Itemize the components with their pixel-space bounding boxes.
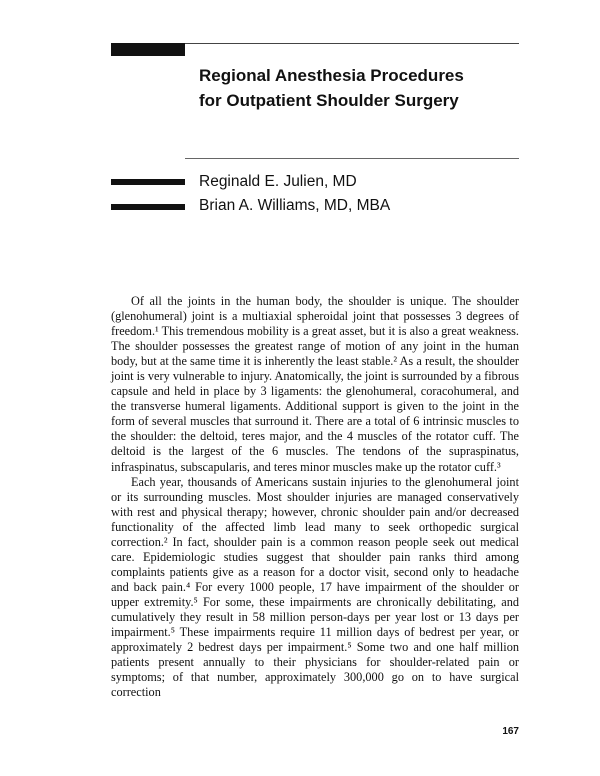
header-black-block	[111, 43, 185, 56]
author-2-name: Brian A. Williams, MD, MBA	[199, 197, 391, 214]
author-1-bar	[111, 179, 185, 185]
header-rule	[185, 43, 519, 44]
title-divider-rule	[185, 158, 519, 159]
paragraph-1: Of all the joints in the human body, the shoulder is unique. The shoulder (glenohumeral) joint is a multiaxial spheroidal joint that possesses 3 degrees of freedom.¹ This tremendous mobility is a great asset, but it is also a great weakness. The shoulder possesses the greatest range of motion of any joint in the human body, but at the same time it is inherently the least stable.² As a result, the shoulder joint is very vulnerable to injury. Anatomically, the joint is surrounded by a fibrous capsule and held in place by 3 ligaments: the glenohumeral, coracohumeral, and the transverse humeral ligaments. Additional support is given to the joint in the form of several muscles that surround it. There are a total of 6 intrinsic muscles to the shoulder: the deltoid, teres major, and the 4 muscles of the rotator cuff. The deltoid is the largest of the 6 muscles. The tendons of the supraspinatus, infraspinatus, subscapularis, and teres minor muscles make up the rotator cuff.³	[111, 294, 519, 474]
chapter-title	[199, 63, 529, 113]
chapter-title-line-1: Regional Anesthesia Procedures	[199, 66, 464, 85]
body-text	[111, 294, 519, 700]
page-number: 167	[502, 726, 519, 737]
author-1-name: Reginald E. Julien, MD	[199, 173, 357, 190]
author-2-bar	[111, 204, 185, 210]
paragraph-2: Each year, thousands of Americans sustain injuries to the glenohumeral joint or its surrounding muscles. Most shoulder injuries are managed conservatively with rest and physical therapy; however, chronic shoulder pain and/or decreased functionality of the affected limb lead many to seek orthopedic surgical correction.² In fact, shoulder pain is a common reason people seek out medical care. Epidemiologic studies suggest that shoulder pain ranks third among complaints patients give as a reason for a doctor visit, second only to headache and back pain.⁴ For every 1000 people, 17 have impairment of the shoulder or upper extremity.⁵ For some, these impairments are chronically debilitating, and cumulatively they result in 58 million person-days per year lost or 13 days per impairment.⁵ These impairments require 11 million days of bedrest per year, or approximately 2 bedrest days per impairment.⁵ Some two and one half million patients present annually to their physicians for shoulder-related pain or symptoms; of that number, approximately 300,000 go on to have surgical correction	[111, 474, 519, 700]
chapter-title-line-2: for Outpatient Shoulder Surgery	[199, 91, 459, 110]
